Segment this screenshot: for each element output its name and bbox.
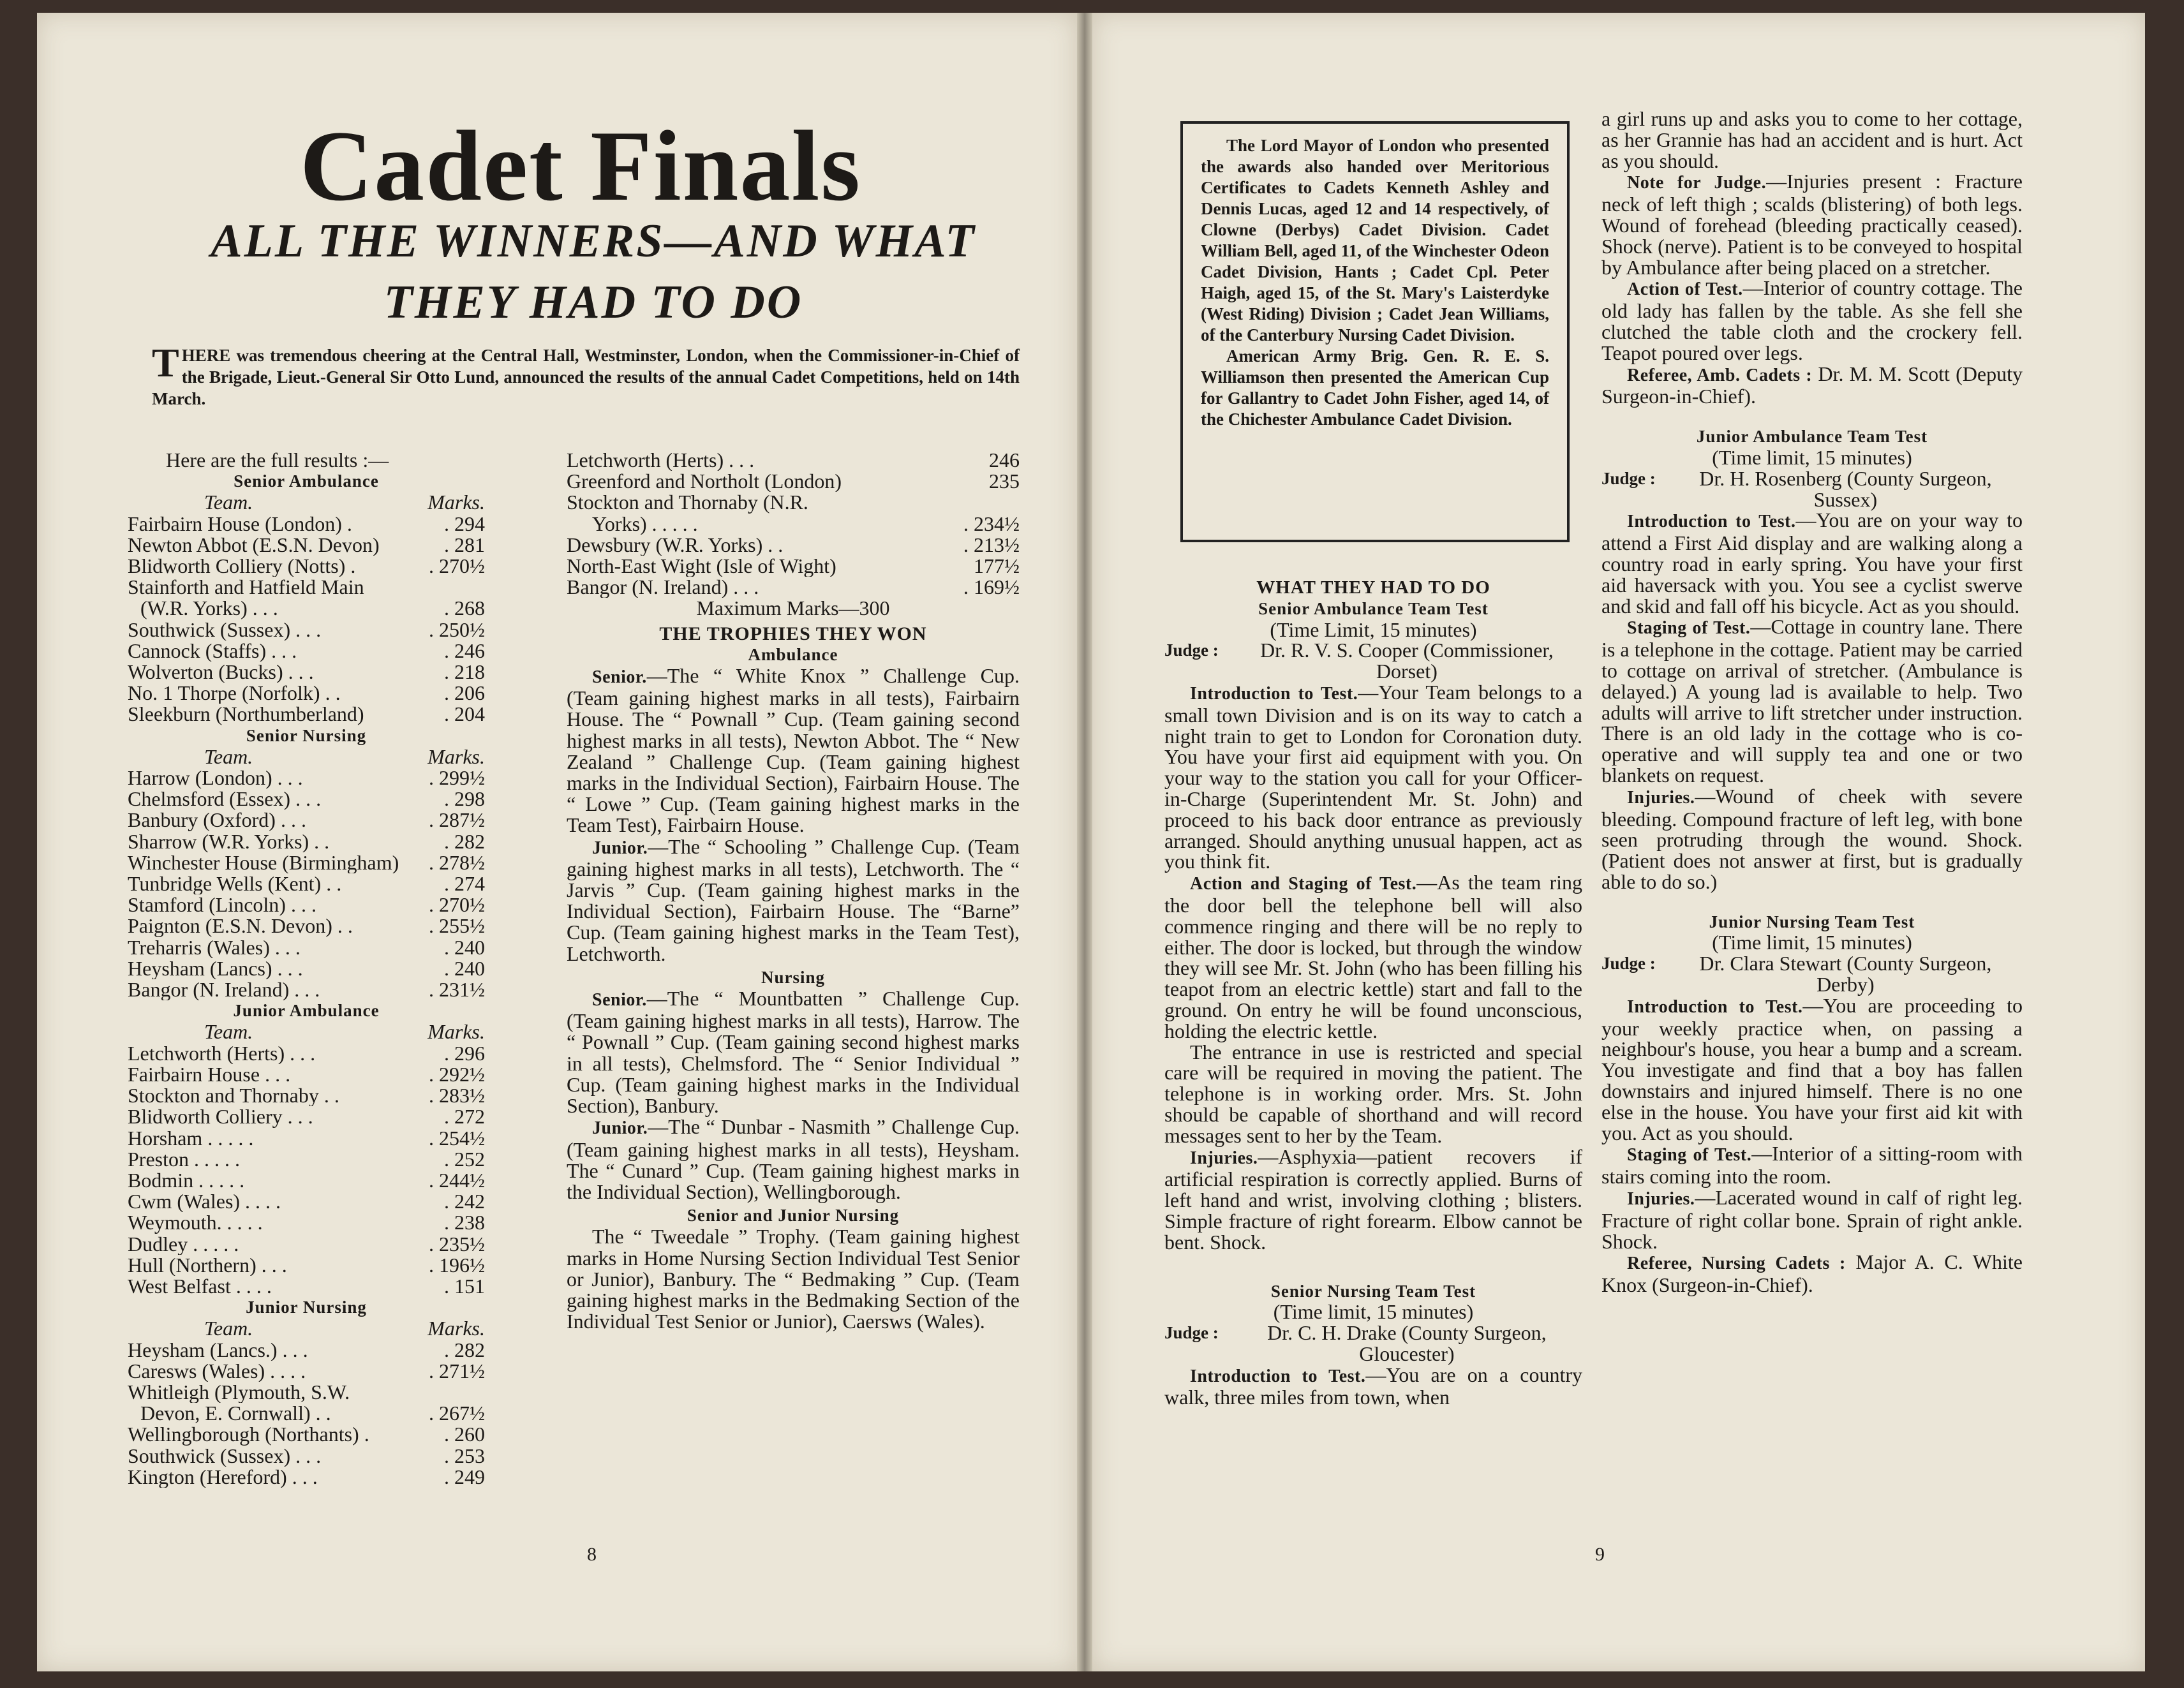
team-name: Heysham (Lancs) . . . [128, 958, 303, 980]
result-row [128, 979, 485, 1000]
result-row [128, 1276, 485, 1297]
team-name: Bangor (N. Ireland) . . . [567, 577, 759, 598]
team-marks: . 231½ [429, 978, 485, 1002]
junior-ambulance-trophies: Junior.—The “ Schooling ” Challenge Cup. (Team gaining highest marks in all tests), Letchworth. The “ Jarvis ” Cup. (Team gaining highest marks in the Individual Section), Fairbairn House. The “Barne” Cup. (Team gaining highest marks in the Team Test), Letchworth. [567, 834, 1020, 965]
results-column-2 [567, 450, 1020, 1332]
team-name: North-East Wight (Isle of Wight) [567, 556, 836, 577]
team-name: Harrow (London) . . . [128, 767, 303, 789]
team-label: Team. [204, 744, 253, 768]
senior-junior-nursing-heading: Senior and Junior Nursing [687, 1206, 900, 1225]
result-row [128, 1403, 485, 1424]
result-row [128, 937, 485, 958]
team-label: Team. [204, 1020, 253, 1044]
team-name: Cannock (Staffs) . . . [128, 640, 297, 662]
team-name: Sleekburn (Northumberland) [128, 704, 364, 725]
nursing-heading: Nursing [761, 967, 826, 987]
results-lead: Here are the full results :— [166, 448, 389, 471]
team-name: Cwm (Wales) . . . . [128, 1191, 281, 1213]
intro-paragraph: THERE was tremendous cheering at the Central Hall, Westminster, London, when the Commissioner-in-Chief of the Brigade, Lieut.-General Sir Otto Lund, announced the results of the annual Cadet Competitions, held on 14th March. [152, 340, 1020, 408]
team-marks: . 234½ [963, 512, 1020, 535]
team-marks: . 270½ [429, 554, 485, 578]
result-row [128, 1128, 485, 1149]
team-name: Winchester House (Birmingham) [128, 852, 399, 874]
team-name: Stamford (Lincoln) . . . [128, 894, 316, 916]
column-header [128, 1021, 485, 1042]
result-row [128, 1446, 485, 1467]
team-name: (W.R. Yorks) . . . [140, 598, 278, 619]
max-marks: Maximum Marks—300 [696, 596, 890, 620]
team-name: Preston . . . . . [128, 1148, 240, 1170]
junior-ambulance-staging: Staging of Test.—Cottage in country lane. There is a telephone in the cottage. Patient may be carried to cottage on arrival of stretcher. (Ambulance is delayed.) A young lad is available to help. Two adults will arrive to lift stretcher under instruction. There is an old lady in the cottage who is co-operative and will supply tea and one or two blankets on request. [1601, 615, 2023, 787]
result-row [128, 683, 485, 704]
box-paragraph-2: American Army Brig. Gen. R. E. S. Williamson then presented the American Cup for Gallantry to Cadet John Fisher, aged 14, of the Chichester Ambulance Cadet Division. [1201, 346, 1549, 429]
team-name: Treharris (Wales) . . . [128, 937, 301, 958]
team-marks: . 274 [444, 872, 485, 896]
column-header [128, 1318, 485, 1339]
team-name: Blidworth Colliery . . . [128, 1106, 313, 1128]
senior-ambulance-judge: Judge : Dr. R. V. S. Cooper (Commissioner, Dorset) [1164, 639, 1554, 683]
junior-nursing-heading: Junior Nursing [246, 1298, 367, 1317]
result-row [128, 535, 485, 556]
team-marks: . 299½ [429, 766, 485, 790]
result-row [128, 1212, 485, 1233]
right-column-1 [1164, 577, 1582, 1408]
results-column-1 [128, 450, 485, 1488]
team-marks: . 252 [444, 1147, 485, 1171]
column-header [128, 746, 485, 767]
team-name: Wolverton (Bucks) . . . [128, 662, 314, 683]
awards-box [1180, 121, 1570, 542]
team-marks: . 169½ [963, 575, 1020, 599]
result-row [567, 514, 1020, 535]
senior-ambulance-trophies: Senior.—The “ White Knox ” Challenge Cup. (Team gaining highest marks in all tests), Fairbairn House. The “ Pownall ” Cup. (Team gaining second highest marks in all tests), Newton Abbot. The “ New Zealand ” Challenge Cup. (Team gaining highest marks in the Individual Section), Fairbairn House. The “ Lowe ” Cup. (Team gaining highest marks in the Team Test), Fairbairn House. [567, 664, 1020, 837]
team-name: Kington (Hereford) . . . [128, 1466, 318, 1488]
result-row [567, 450, 1020, 471]
result-row [128, 1382, 485, 1403]
team-label: Team. [204, 1317, 253, 1340]
junior-ambulance-judge: Judge : Dr. H. Rosenberg (County Surgeon, Sussex) [1601, 466, 1992, 511]
result-row [128, 1170, 485, 1191]
team-marks: . 244½ [429, 1168, 485, 1192]
page-subtitle: ALL THE WINNERS—AND WHAT THEY HAD TO DO [211, 215, 976, 329]
page-number-left: 8 [587, 1544, 597, 1565]
result-row [128, 704, 485, 725]
result-row [128, 810, 485, 831]
result-row [128, 662, 485, 683]
team-marks: . 151 [444, 1274, 485, 1298]
senior-ambulance-entrance: The entrance in use is restricted and special care will be required in moving the patient. The telephone is in working order. Mrs. St. John should be capable of shorthand and will record messages sent to her by the Team. [1164, 1040, 1582, 1147]
team-label: Team. [204, 491, 253, 514]
senior-nursing-note: Note for Judge.—Injuries present : Fracture neck of left thigh ; scalds (blistering) of both legs. Wound of forehead (bleeding practically ceased). Shock (nerve). Patient is to be conveyed to hospital by Ambulance after being placed on a stretcher. [1601, 170, 2023, 279]
senior-ambulance-intro: Introduction to Test.—Your Team belongs to a small town Division and is on its way to catch a night train to get to London for Coronation duty. You have your first aid equipment with you. On your way to the station you call for your Officer-in-Charge (Superintendent Mr. St. John) and proceed to his back door entrance as previously arranged. Should anything unusual happen, act as you think fit. [1164, 680, 1582, 873]
junior-nursing-trophies: Junior.—The “ Dunbar - Nasmith ” Challenge Cup. (Team gaining highest marks in all tests), Heysham. The “ Cunard ” Cup. (Team gaining highest marks in the Individual Section), Wellingborough. [567, 1115, 1020, 1203]
book-gutter [1077, 13, 1092, 1671]
team-name: Horsham . . . . . [128, 1127, 254, 1149]
team-name: Fairbairn House . . . [128, 1063, 291, 1086]
team-marks: . 296 [444, 1041, 485, 1065]
result-row [567, 492, 1020, 513]
senior-ambulance-time: (Time Limit, 15 minutes) [1270, 618, 1477, 641]
team-name: Greenford and Northolt (London) [567, 471, 842, 492]
team-name: Yorks) . . . . . [592, 513, 698, 535]
senior-nursing-test-heading: Senior Nursing Team Test [1270, 1281, 1476, 1301]
senior-nursing-action: Action of Test.—Interior of country cottage. The old lady has fallen by the table. As she fell she clutched the table cloth and the crockery fell. Teapot poured over legs. [1601, 276, 2023, 364]
senior-nursing-continued: a girl runs up and asks you to come to her cottage, as her Grannie has had an accident and is hurt. Act as you should. [1601, 107, 2023, 172]
team-marks: 177½ [974, 554, 1020, 578]
team-name: Bodmin . . . . . [128, 1169, 245, 1192]
senior-nursing-intro: Introduction to Test.—You are on a country walk, three miles from town, when [1164, 1363, 1582, 1409]
result-row [128, 915, 485, 937]
results-continued [567, 450, 1020, 598]
team-marks: . 268 [444, 596, 485, 620]
result-row [128, 619, 485, 640]
what-they-had-to-do-heading: WHAT THEY HAD TO DO [1256, 577, 1490, 598]
junior-nursing-staging: Staging of Test.—Interior of a sitting-room with stairs coming into the room. [1601, 1142, 2023, 1188]
result-row [128, 767, 485, 788]
result-row [128, 1340, 485, 1361]
team-marks: . 267½ [429, 1402, 485, 1425]
team-marks: . 213½ [963, 533, 1020, 556]
team-marks: . 246 [444, 639, 485, 662]
result-row [128, 598, 485, 619]
team-marks: . 282 [444, 829, 485, 853]
team-marks: . 240 [444, 935, 485, 959]
marks-label: Marks. [427, 744, 485, 768]
junior-ambulance-injuries: Injuries.—Wound of cheek with severe bleeding. Compound fracture of left leg, with bone seen protruding through the wound. Shock. (Patient does not answer at first, but is gradually able to do so.) [1601, 784, 2023, 893]
team-marks: . 242 [444, 1190, 485, 1213]
result-row [128, 577, 485, 598]
team-name: Wellingborough (Northants) . [128, 1424, 369, 1446]
result-row [128, 1255, 485, 1276]
team-name: Devon, E. Cornwall) . . [140, 1403, 331, 1425]
senior-ambulance-injuries: Injuries.—Asphyxia—patient recovers if artificial respiration is correctly applied. Burns of left hand and wrist, involving clothing ; blisters. Simple fracture of right forearm. Elbow cannot be bent. Shock. [1164, 1144, 1582, 1254]
junior-ambulance-heading: Junior Ambulance [233, 1001, 380, 1021]
team-name: Southwick (Sussex) . . . [128, 619, 322, 640]
team-name: Stainforth and Hatfield Main [128, 577, 364, 598]
team-name: Heysham (Lancs.) . . . [128, 1339, 308, 1361]
result-row [128, 1467, 485, 1488]
senior-nursing-heading: Senior Nursing [246, 725, 367, 745]
marks-label: Marks. [427, 491, 485, 514]
team-name: Letchworth (Herts) . . . [567, 450, 755, 471]
team-name: Tunbridge Wells (Kent) . . [128, 873, 342, 895]
result-row [128, 1234, 485, 1255]
team-name: Stockton and Thornaby . . [128, 1085, 339, 1107]
result-row [567, 556, 1020, 577]
senior-junior-nursing-trophies: The “ Tweedale ” Trophy. (Team gaining highest marks in Home Nursing Section Individual Test Senior or Junior), Banbury. The “ Bedmaking ” Cup. (Team gaining highest marks in the Bedmaking Section of the Individual Test Senior or Junior), Caersws (Wales). [567, 1225, 1020, 1333]
junior-nursing-injuries: Injuries.—Lacerated wound in calf of right leg. Fracture of right collar bone. Sprain of right ankle. Shock. [1601, 1186, 2023, 1253]
team-marks: . 292½ [429, 1062, 485, 1086]
result-row [128, 958, 485, 979]
result-row [128, 831, 485, 852]
page-title: Cadet Finals [300, 110, 861, 222]
trophies-heading: THE TROPHIES THEY WON [659, 623, 927, 644]
team-name: Southwick (Sussex) . . . [128, 1445, 322, 1467]
page-number-right: 9 [1595, 1544, 1605, 1565]
team-marks: . 206 [444, 681, 485, 705]
team-marks: . 298 [444, 787, 485, 811]
team-marks [447, 1382, 485, 1403]
team-marks: . 282 [444, 1338, 485, 1361]
team-name: Paignton (E.S.N. Devon) . . [128, 915, 353, 937]
ambulance-heading: Ambulance [748, 644, 838, 664]
team-name: Caresws (Wales) . . . . [128, 1360, 306, 1382]
senior-nursing-judge: Judge : Dr. C. H. Drake (County Surgeon, Gloucester) [1164, 1321, 1547, 1365]
box-paragraph-1: The Lord Mayor of London who presented the awards also handed over Meritorious Certificates to Cadets Kenneth Ashley and Dennis Lucas, aged 12 and 14 respectively, of Clowne (Derbys) Cadet Division. Cadet William Bell, aged 11, of the Winchester Odeon Cadet Division, Hants ; Cadet Cpl. Peter Haigh, aged 15, of the St. Mary's Laisterdyke (West Riding) Division ; Cadet Jean Williams, of the Canterbury Nursing Cadet Division. [1201, 136, 1549, 344]
team-marks: . 260 [444, 1423, 485, 1446]
result-row [128, 1191, 485, 1212]
team-name: Fairbairn House (London) . [128, 513, 352, 535]
marks-label: Marks. [427, 1020, 485, 1044]
team-marks: . 270½ [429, 893, 485, 917]
junior-nursing-intro: Introduction to Test.—You are proceeding to your weekly practice when, on passing a neighbour's house, you hear a bump and a scream. You investigate and find that a boy has fallen downstairs and injured himself. There is no one else in the house. You have your first aid kit with you. Act as you should. [1601, 993, 2023, 1144]
result-row [128, 852, 485, 873]
column-header [128, 492, 485, 513]
result-row [567, 577, 1020, 598]
team-marks: . 272 [444, 1105, 485, 1129]
result-row [128, 873, 485, 894]
team-name: Banbury (Oxford) . . . [128, 810, 306, 831]
team-marks: . 254½ [429, 1126, 485, 1150]
team-name: Bangor (N. Ireland) . . . [128, 979, 320, 1001]
team-marks: 235 [989, 470, 1020, 493]
result-row [128, 1043, 485, 1064]
team-name: Blidworth Colliery (Notts) . [128, 556, 356, 577]
team-marks: . 218 [444, 660, 485, 684]
team-marks: . 278½ [429, 850, 485, 874]
result-row [128, 1361, 485, 1382]
team-marks [981, 492, 1020, 513]
team-name: Dudley . . . . . [128, 1233, 239, 1255]
team-marks: . 255½ [429, 914, 485, 938]
team-marks: . 204 [444, 702, 485, 726]
team-marks: . 281 [444, 533, 485, 556]
team-marks: . 271½ [429, 1359, 485, 1382]
team-name: Sharrow (W.R. Yorks) . . [128, 831, 330, 852]
result-row [567, 535, 1020, 556]
result-row [128, 1064, 485, 1085]
result-row [567, 471, 1020, 492]
team-name: Whitleigh (Plymouth, S.W. [128, 1381, 350, 1403]
team-marks: . 253 [444, 1444, 485, 1467]
team-name: Newton Abbot (E.S.N. Devon) [128, 534, 380, 556]
team-name: Weymouth. . . . . [128, 1212, 263, 1234]
referee-ambulance: Referee, Amb. Cadets : Dr. M. M. Scott (Deputy Surgeon-in-Chief). [1601, 362, 2023, 408]
team-name: Chelmsford (Essex) . . . [128, 788, 322, 810]
senior-nursing-time: (Time limit, 15 minutes) [1273, 1300, 1474, 1324]
result-row [128, 1149, 485, 1170]
drop-cap: T [152, 340, 179, 385]
right-column-2 [1601, 108, 2023, 1296]
junior-nursing-test-heading: Junior Nursing Team Test [1709, 912, 1915, 931]
team-marks: . 287½ [429, 808, 485, 832]
team-name: Hull (Northern) . . . [128, 1254, 287, 1276]
team-marks: . 294 [444, 512, 485, 535]
senior-ambulance-action: Action and Staging of Test.—As the team ring the door bell the telephone bell will also commence ringing and there will be no reply to either. The door is locked, but through the window they will see Mr. St. John (who has been filling his teapot from an electric kettle) start and fall to the ground. On entry he will be found unconscious, holding the electric kettle. [1164, 871, 1583, 1042]
marks-label: Marks. [427, 1317, 485, 1340]
junior-ambulance-intro: Introduction to Test.—You are on your way to attend a First Aid display and are walking along a country road in early spring. You have your first aid haversack with you. You see a cyclist swerve and skid and fall off his bicycle. Act as you should. [1601, 508, 2023, 618]
team-marks: . 238 [444, 1211, 485, 1234]
team-name: Letchworth (Herts) . . . [128, 1042, 316, 1064]
senior-ambulance-test-heading: Senior Ambulance Team Test [1258, 598, 1489, 618]
result-row [128, 788, 485, 810]
result-row [128, 556, 485, 577]
team-name: No. 1 Thorpe (Norfolk) . . [128, 683, 341, 704]
team-marks: . 235½ [429, 1232, 485, 1255]
team-marks [447, 577, 485, 598]
referee-nursing: Referee, Nursing Cadets : Major A. C. White Knox (Surgeon-in-Chief). [1601, 1250, 2023, 1297]
junior-ambulance-time: (Time limit, 15 minutes) [1712, 445, 1912, 469]
senior-ambulance-heading: Senior Ambulance [234, 471, 379, 491]
junior-nursing-judge: Judge : Dr. Clara Stewart (County Surgeon, Derby) [1601, 952, 1992, 996]
team-marks: . 196½ [429, 1253, 485, 1277]
result-row [128, 894, 485, 915]
result-row [128, 1085, 485, 1106]
team-marks: . 249 [444, 1465, 485, 1488]
result-row [128, 640, 485, 662]
team-name: West Belfast . . . . [128, 1275, 272, 1298]
result-row [128, 514, 485, 535]
team-marks: . 250½ [429, 618, 485, 641]
result-row [128, 1424, 485, 1445]
junior-ambulance-test-heading: Junior Ambulance Team Test [1696, 427, 1928, 447]
senior-nursing-trophies: Senior.—The “ Mountbatten ” Challenge Cup. (Team gaining highest marks in all tests), Harrow. The “ Pownall ” Cup. (Team gaining second highest marks in all tests), Chelmsford. The “ Senior Individual ” Cup. (Team gaining highest marks in the Individual Section), Banbury. [567, 987, 1020, 1118]
team-name: Stockton and Thornaby (N.R. [567, 492, 808, 514]
team-marks: . 283½ [429, 1084, 485, 1107]
result-row [128, 1106, 485, 1127]
junior-nursing-time: (Time limit, 15 minutes) [1712, 931, 1912, 954]
team-marks: . 240 [444, 956, 485, 980]
team-name: Dewsbury (W.R. Yorks) . . [567, 534, 784, 556]
team-marks: 246 [989, 448, 1020, 471]
